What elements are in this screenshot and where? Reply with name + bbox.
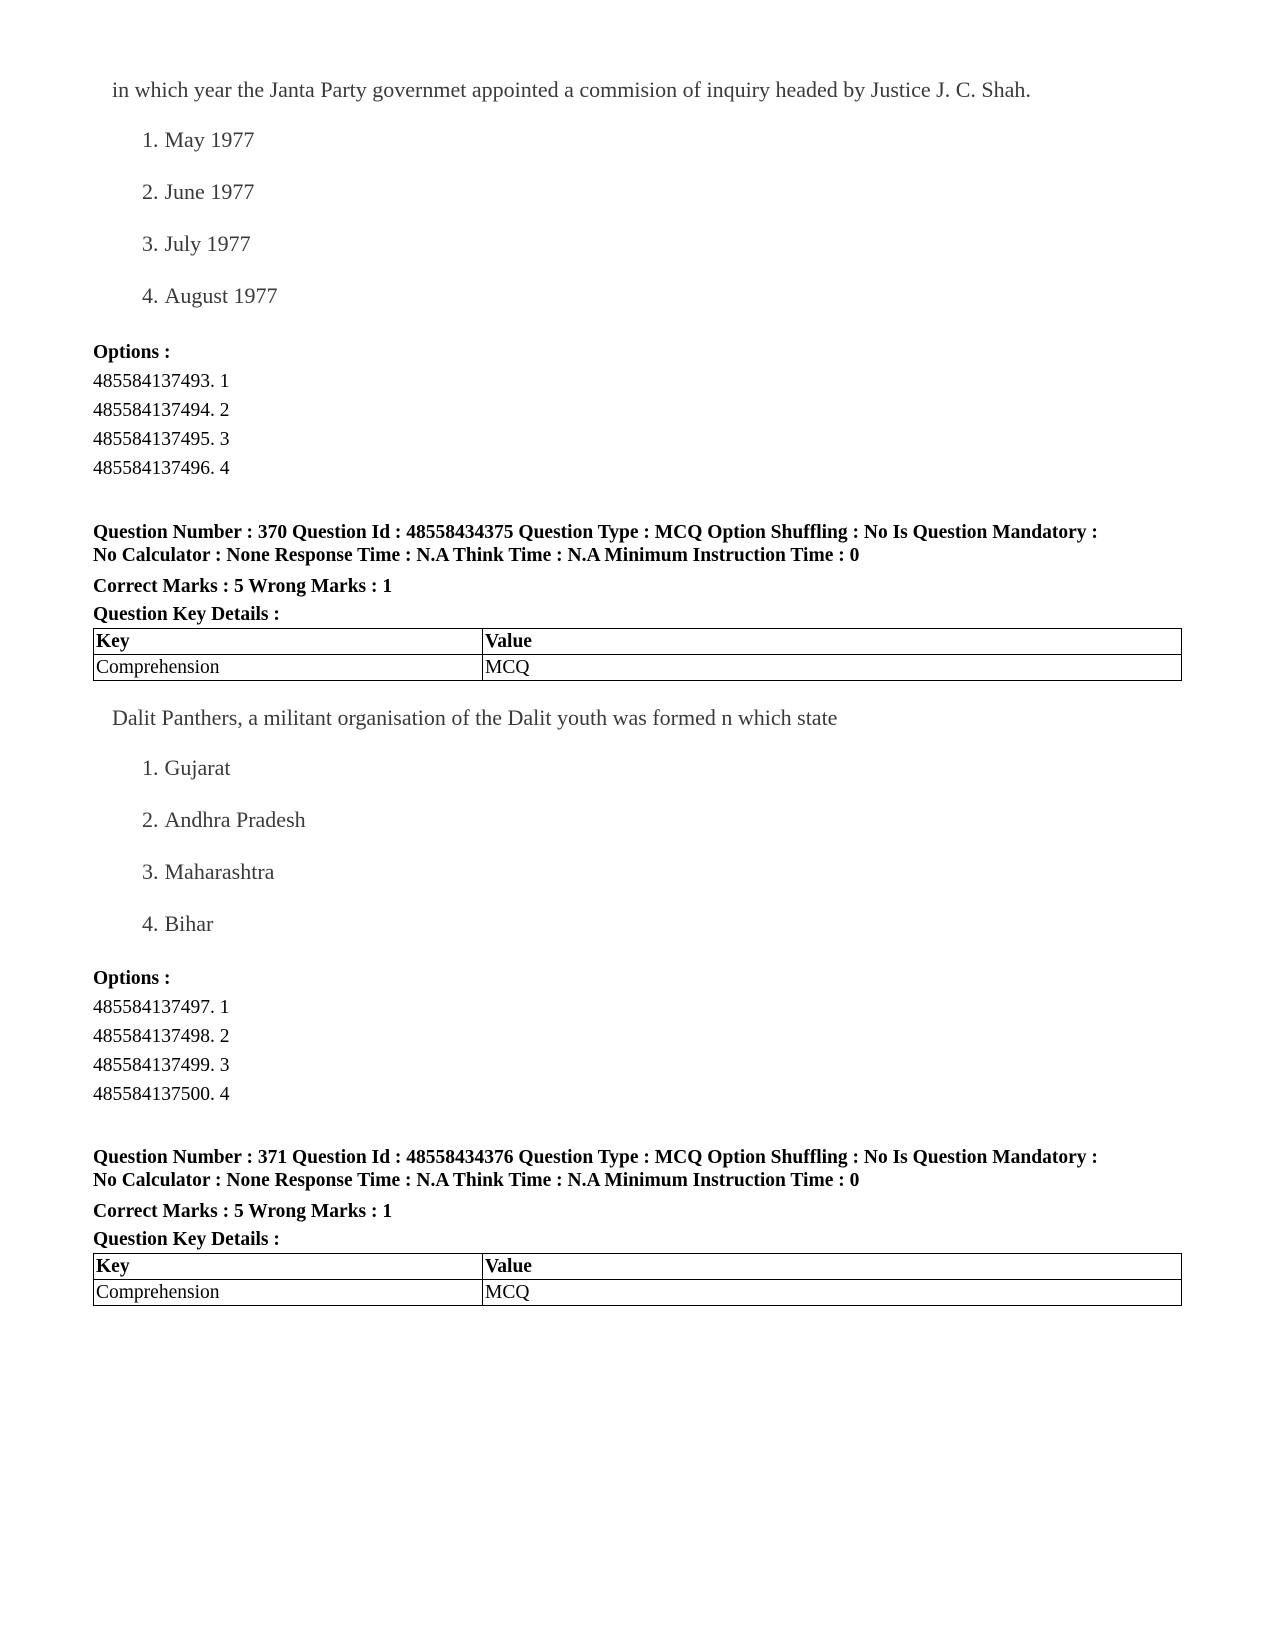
key-details-heading: Question Key Details : xyxy=(93,1229,280,1250)
table-row xyxy=(94,655,1182,681)
question-meta-line-1: Question Number : 371 Question Id : 48558434376 Question Type : MCQ Option Shuffling : No Is Question Mandatory : xyxy=(93,1147,1098,1168)
choice-number: 1. xyxy=(142,755,159,780)
choice-number: 4. xyxy=(142,283,159,308)
choice-text: August 1977 xyxy=(164,283,278,308)
question-image-1 xyxy=(112,76,1172,316)
option-line: 485584137494. 2 xyxy=(93,400,230,421)
question-choice-1 xyxy=(142,754,230,782)
question-text: in which year the Janta Party governmet appointed a commision of inquiry headed by Justice J. C. Shah. xyxy=(112,77,1031,102)
question-text: Dalit Panthers, a militant organisation of the Dalit youth was formed n which state xyxy=(112,705,838,730)
choice-number: 2. xyxy=(142,179,159,204)
options-heading: Options : xyxy=(93,968,171,989)
choice-text: May 1977 xyxy=(164,127,255,152)
table-cell-key: Comprehension xyxy=(94,1280,483,1306)
question-choice-4 xyxy=(142,282,278,310)
question-meta-line-2: No Calculator : None Response Time : N.A Think Time : N.A Minimum Instruction Time : 0 xyxy=(93,1170,860,1191)
table-header-row xyxy=(94,1254,1182,1280)
table-header-row xyxy=(94,629,1182,655)
table-header-key: Key xyxy=(94,1254,483,1280)
table-header-key: Key xyxy=(94,629,483,655)
choice-number: 3. xyxy=(142,859,159,884)
option-line: 485584137499. 3 xyxy=(93,1055,230,1076)
option-line: 485584137498. 2 xyxy=(93,1026,230,1047)
option-line: 485584137496. 4 xyxy=(93,458,230,479)
option-line: 485584137495. 3 xyxy=(93,429,230,450)
marks-line: Correct Marks : 5 Wrong Marks : 1 xyxy=(93,576,393,597)
marks-line: Correct Marks : 5 Wrong Marks : 1 xyxy=(93,1201,393,1222)
table-cell-key: Comprehension xyxy=(94,655,483,681)
options-block-1 xyxy=(93,338,230,483)
question-choice-1 xyxy=(142,126,254,154)
key-details-table-371 xyxy=(93,1253,1182,1306)
table-cell-value: MCQ xyxy=(483,655,1182,681)
question-choice-4 xyxy=(142,910,213,938)
table-header-value: Value xyxy=(483,629,1182,655)
question-choice-2 xyxy=(142,806,306,834)
table-row xyxy=(94,1280,1182,1306)
choice-text: June 1977 xyxy=(164,179,255,204)
question-meta-370 xyxy=(93,521,1193,629)
choice-text: July 1977 xyxy=(164,231,251,256)
key-details-heading: Question Key Details : xyxy=(93,604,280,625)
option-line: 485584137497. 1 xyxy=(93,997,230,1018)
options-block-2 xyxy=(93,964,230,1109)
table-header-value: Value xyxy=(483,1254,1182,1280)
choice-number: 2. xyxy=(142,807,159,832)
options-heading: Options : xyxy=(93,342,171,363)
choice-text: Bihar xyxy=(164,911,214,936)
option-line: 485584137493. 1 xyxy=(93,371,230,392)
question-meta-371 xyxy=(93,1146,1193,1254)
question-choice-3 xyxy=(142,230,251,258)
option-line: 485584137500. 4 xyxy=(93,1084,230,1105)
choice-text: Gujarat xyxy=(164,755,231,780)
question-choice-2 xyxy=(142,178,254,206)
choice-text: Maharashtra xyxy=(164,859,275,884)
choice-number: 4. xyxy=(142,911,159,936)
table-cell-value: MCQ xyxy=(483,1280,1182,1306)
question-choice-3 xyxy=(142,858,274,886)
question-image-2 xyxy=(112,704,1172,944)
choice-number: 3. xyxy=(142,231,159,256)
question-meta-line-1: Question Number : 370 Question Id : 48558434375 Question Type : MCQ Option Shuffling : No Is Question Mandatory : xyxy=(93,522,1098,543)
question-meta-line-2: No Calculator : None Response Time : N.A Think Time : N.A Minimum Instruction Time : 0 xyxy=(93,545,860,566)
choice-number: 1. xyxy=(142,127,159,152)
choice-text: Andhra Pradesh xyxy=(164,807,306,832)
key-details-table-370 xyxy=(93,628,1182,681)
